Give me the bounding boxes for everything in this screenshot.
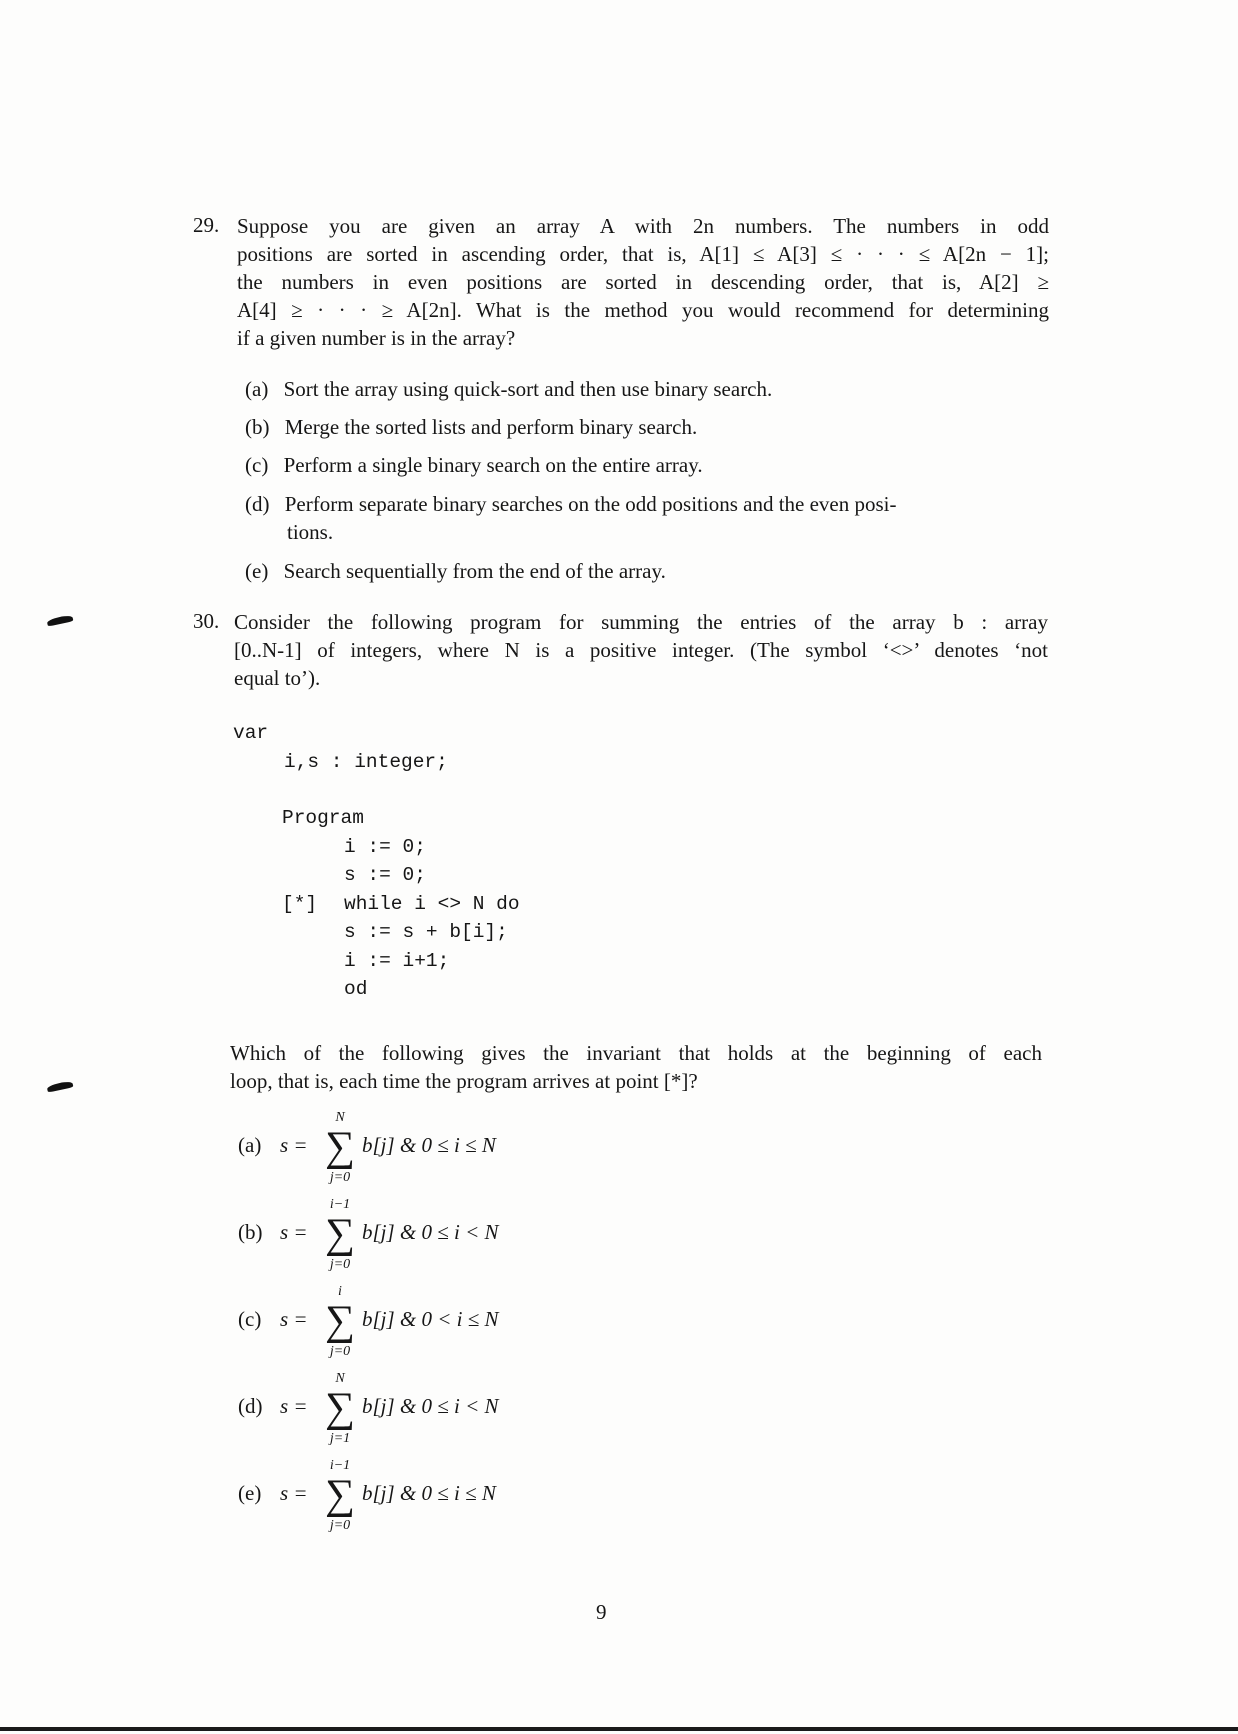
- option-lhs: s =: [280, 1133, 308, 1157]
- option-e: [245, 557, 666, 585]
- code-line: i := i+1;: [344, 950, 450, 972]
- code-line: Program: [282, 807, 364, 829]
- question-text-line: Suppose you are given an array A with 2n numbers. The numbers in odd: [237, 214, 1049, 238]
- question-number: 30.: [193, 609, 220, 633]
- option-label: (d): [245, 492, 270, 516]
- sum-lower-limit: j=0: [329, 1170, 351, 1185]
- option-e: [238, 1458, 578, 1538]
- sum-icon: ∑: [325, 1472, 355, 1518]
- option-label: (e): [245, 559, 269, 583]
- option-lhs: s =: [280, 1220, 308, 1244]
- option-label: (a): [245, 377, 269, 401]
- option-label: (b): [238, 1220, 263, 1244]
- option-text: Perform a single binary search on the entire array.: [283, 453, 703, 477]
- page-number: 9: [596, 1600, 607, 1624]
- sum-lower-limit: j=1: [329, 1431, 351, 1446]
- code-line: var: [233, 722, 269, 744]
- option-label: (b): [245, 415, 270, 439]
- code-line: while i <> N do: [344, 893, 520, 915]
- sum-lower-limit: j=0: [329, 1257, 351, 1272]
- option-d: [238, 1371, 578, 1451]
- bottom-rule: [0, 1727, 1238, 1731]
- option-label: (c): [245, 453, 269, 477]
- sum-upper-limit: N: [335, 1110, 345, 1125]
- option-b: [238, 1197, 578, 1277]
- option-rhs: b[j] & 0 < i ≤ N: [362, 1307, 499, 1331]
- sum-icon: ∑: [325, 1298, 355, 1344]
- option-rhs: b[j] & 0 ≤ i < N: [362, 1394, 499, 1418]
- option-label: (a): [238, 1133, 262, 1157]
- option-d: [245, 490, 897, 518]
- question-text-line: Which of the following gives the invariant that holds at the beginning of each: [230, 1041, 1042, 1065]
- code-line: i := 0;: [344, 836, 426, 858]
- option-rhs: b[j] & 0 ≤ i < N: [362, 1220, 499, 1244]
- question-number: 29.: [193, 213, 220, 237]
- question-text-line: the numbers in even positions are sorted in descending order, that is, A[2] ≥: [237, 270, 1049, 294]
- sum-icon: ∑: [325, 1211, 355, 1257]
- option-label: (c): [238, 1307, 262, 1331]
- question-text-line: if a given number is in the array?: [237, 326, 516, 350]
- question-text-line: positions are sorted in ascending order, that is, A[1] ≤ A[3] ≤ · · · ≤ A[2n − 1];: [237, 242, 1049, 266]
- sum-icon: ∑: [325, 1124, 355, 1170]
- question-text-line: [0..N-1] of integers, where N is a positive integer. (The symbol ‘<>’ denotes ‘not: [234, 638, 1048, 662]
- sum-upper-limit: i: [338, 1284, 342, 1299]
- option-lhs: s =: [280, 1307, 308, 1331]
- margin-mark: [47, 1080, 74, 1092]
- option-b: [245, 413, 697, 441]
- option-rhs: b[j] & 0 ≤ i ≤ N: [362, 1481, 496, 1505]
- option-c: [245, 451, 703, 479]
- question-text-line: loop, that is, each time the program arrives at point [*]?: [230, 1069, 698, 1093]
- option-c: [238, 1284, 578, 1364]
- option-label: (d): [238, 1394, 263, 1418]
- option-a: [238, 1110, 578, 1190]
- option-lhs: s =: [280, 1394, 308, 1418]
- option-lhs: s =: [280, 1481, 308, 1505]
- option-text: Search sequentially from the end of the array.: [283, 559, 666, 583]
- margin-mark: [47, 614, 74, 626]
- option-label: (e): [238, 1481, 262, 1505]
- option-rhs: b[j] & 0 ≤ i ≤ N: [362, 1133, 496, 1157]
- sum-lower-limit: j=0: [329, 1518, 351, 1533]
- sum-icon: ∑: [325, 1385, 355, 1431]
- sum-upper-limit: i−1: [329, 1197, 351, 1212]
- code-line: i,s : integer;: [284, 751, 448, 773]
- code-line: od: [344, 978, 368, 1000]
- code-line: s := s + b[i];: [344, 921, 508, 943]
- code-line: s := 0;: [344, 864, 426, 886]
- option-text: Sort the array using quick-sort and then use binary search.: [283, 377, 773, 401]
- option-a: [245, 375, 772, 403]
- sum-upper-limit: i−1: [329, 1458, 351, 1473]
- option-d-continued: tions.: [287, 520, 334, 544]
- sum-upper-limit: N: [335, 1371, 345, 1386]
- option-text: Merge the sorted lists and perform binary search.: [284, 415, 698, 439]
- sum-lower-limit: j=0: [329, 1344, 351, 1359]
- code-marker: [*]: [282, 893, 318, 915]
- option-text: Perform separate binary searches on the odd positions and the even posi-: [284, 492, 897, 516]
- question-text-line: A[4] ≥ · · · ≥ A[2n]. What is the method you would recommend for determining: [237, 298, 1049, 322]
- question-text-line: equal to’).: [234, 666, 321, 690]
- question-text-line: Consider the following program for summing the entries of the array b : array: [234, 610, 1048, 634]
